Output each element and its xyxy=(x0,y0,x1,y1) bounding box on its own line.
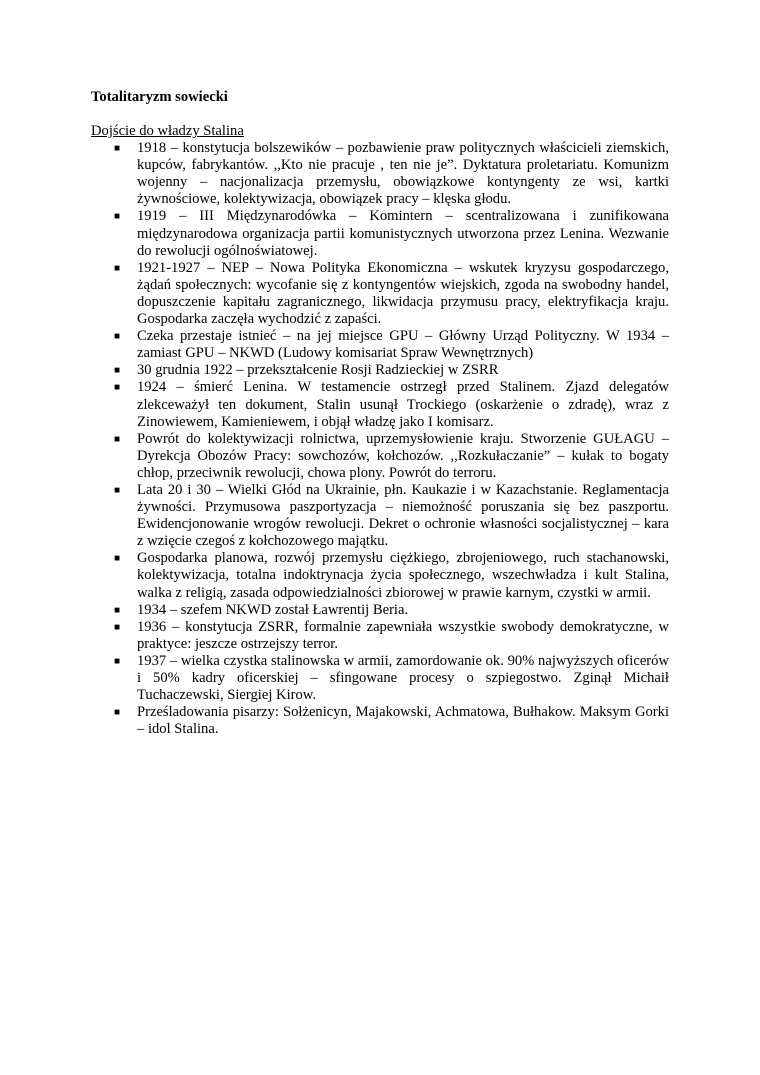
list-item xyxy=(91,379,669,430)
list-item-text: Gospodarka planowa, rozwój przemysłu ciężkiego, zbrojeniowego, ruch stachanowski, kolektywizacja, totalna indoktrynacja życia społecznego, wszechwładza i kult Stalina, walka z religią, zasada odpowiedzialności zbiorowej w prawie karnym, czystki w armii. xyxy=(137,550,669,601)
bullet-icon: ■ xyxy=(114,707,121,719)
list-item xyxy=(91,431,669,482)
document-body xyxy=(91,89,669,738)
list-item-text: 1936 – konstytucja ZSRR, formalnie zapewniała wszystkie swobody demokratyczne, w praktyce: jeszcze ostrzejszy terror. xyxy=(137,618,669,652)
list-item xyxy=(91,619,669,653)
bullet-icon: ■ xyxy=(114,331,121,343)
list-item xyxy=(91,482,669,550)
bullet-icon: ■ xyxy=(114,382,121,394)
bullet-list xyxy=(91,140,669,738)
bullet-icon: ■ xyxy=(114,553,121,565)
section-heading: Dojście do władzy Stalina xyxy=(91,123,244,139)
bullet-icon: ■ xyxy=(114,433,121,445)
list-item-text: Czeka przestaje istnieć – na jej miejsce GPU – Główny Urząd Polityczny. W 1934 – zamiast GPU – NKWD (Ludowy komisariat Spraw Wewnętrznych) xyxy=(137,328,669,362)
bullet-icon: ■ xyxy=(114,262,121,274)
bullet-icon: ■ xyxy=(114,365,121,377)
list-item-text: Lata 20 i 30 – Wielki Głód na Ukrainie, płn. Kaukazie i w Kazachstanie. Reglamentacja żywności. Przymusowa paszportyzacja – niemożność poruszania się bez paszportu. Ewidencjonowanie wrogów rewolucji. Dekret o ochronie własności socjalistycznej – kara z wzięcie czegoś z kołchozowego majątku. xyxy=(137,481,669,550)
list-item xyxy=(91,208,669,259)
list-item-text: 1919 – III Międzynarodówka – Komintern – scentralizowana i zunifikowana międzynarodowa organizacja partii komunistycznych utworzona przez Lenina. Wezwanie do rewolucji ogólnoświatowej. xyxy=(137,208,669,259)
list-item xyxy=(91,260,669,328)
list-item xyxy=(91,140,669,208)
bullet-icon: ■ xyxy=(114,621,121,633)
list-item-text: 1937 – wielka czystka stalinowska w armii, zamordowanie ok. 90% najwyższych oficerów i 50% kadry oficerskiej – sfingowane procesy o szpiegostwo. Zginął Michaił Tuchaczewski, Siergiej Kirow. xyxy=(137,652,669,704)
list-item-text: Prześladowania pisarzy: Sołżenicyn, Majakowski, Achmatowa, Bułhakow. Maksym Gorki – idol Stalina. xyxy=(137,704,669,738)
bullet-icon: ■ xyxy=(114,604,121,616)
list-item-text: 1934 – szefem NKWD został Ławrentij Beria. xyxy=(137,601,409,618)
bullet-icon: ■ xyxy=(114,143,121,155)
list-item xyxy=(91,653,669,704)
document-title: Totalitaryzm sowiecki xyxy=(91,89,228,105)
bullet-icon: ■ xyxy=(114,484,121,496)
list-item-text: 30 grudnia 1922 – przekształcenie Rosji Radzieckiej w ZSRR xyxy=(137,362,499,379)
list-item-text: 1924 – śmierć Lenina. W testamencie ostrzegł przed Stalinem. Zjazd delegatów zlekceważył ten dokument, Stalin usunął Trockiego (oskarżenie o zdradę), wraz z Zinowiewem, Kamieniewem, i objął władzę jako I komisarz. xyxy=(137,379,669,430)
bullet-icon: ■ xyxy=(114,211,121,223)
list-item xyxy=(91,602,669,619)
list-item-text: 1918 – konstytucja bolszewików – pozbawienie praw politycznych właścicieli ziemskich, kupców, fabrykantów. ,,Kto nie pracuje , ten nie je”. Dyktatura proletariatu. Komunizm wojenny – nacjonalizacja przemysłu, obowiązkowe kontyngenty ze wsi, kartki żywnościowe, kolektywizacja, obowiązek pracy – klęska głodu. xyxy=(137,140,669,208)
list-item xyxy=(91,328,669,362)
list-item xyxy=(91,362,669,379)
bullet-icon: ■ xyxy=(114,655,121,667)
blank-line xyxy=(91,106,669,123)
list-item-text: 1921-1927 – NEP – Nowa Polityka Ekonomiczna – wskutek kryzysu gospodarczego, żądań społecznych: wycofanie się z kontyngentów wiejskich, zgoda na swobodny handel, dopuszczenie kapitału zagranicznego, likwidacja przymusu pracy, elektryfikacja kraju. Gospodarka zaczęła wychodzić z zapaści. xyxy=(137,259,669,328)
list-item xyxy=(91,704,669,738)
list-item-text: Powrót do kolektywizacji rolnictwa, uprzemysłowienie kraju. Stworzenie GUŁAGU – Dyrekcja Obozów Pracy: sowchozów, kołchozów. ,,Rozkułaczanie” – kułak to bogaty chłop, przeciwnik rewolucji, chowa plony. Powrót do terroru. xyxy=(137,430,669,481)
list-item xyxy=(91,550,669,601)
